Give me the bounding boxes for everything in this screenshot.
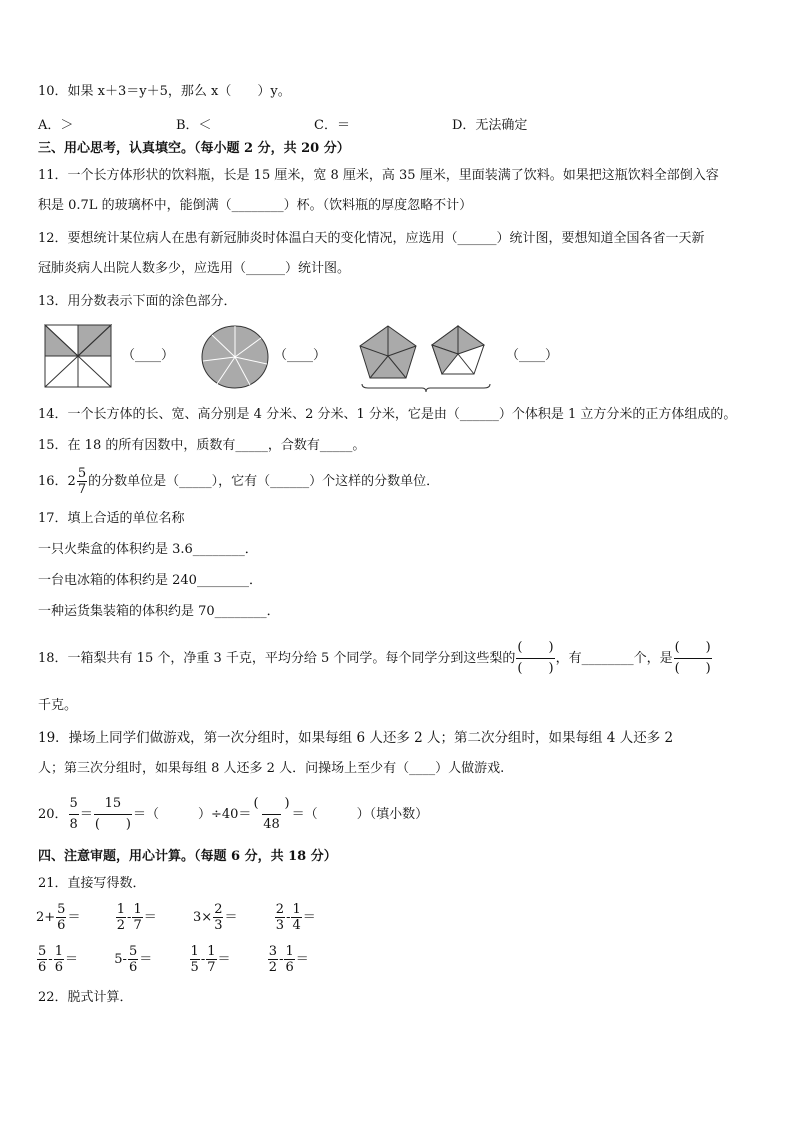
question-15: 15．在 18 的所有因数中，质数有_____，合数有_____。 xyxy=(38,438,366,453)
q20-fraction-1: $\frac{5}{8}$ xyxy=(69,794,79,835)
option-b: B．＜ xyxy=(176,118,212,133)
calc-fraction: $\frac{2}{3}$ xyxy=(214,902,223,933)
question-11-line-2: 积是 0.7L 的玻璃杯中，能倒满（________）杯。（饮料瓶的厚度忽略不计） xyxy=(38,198,473,213)
question-11-line-1: 11．一个长方体形状的饮料瓶，长是 15 厘米，宽 8 厘米，高 35 厘米，里面装满了饮料。如果把这瓶饮料全部倒入容 xyxy=(38,168,719,183)
calc-fraction: $\frac{5}{6}$ xyxy=(128,944,138,975)
q16-rest: 的分数单位是（_____），它有（______）个这样的分数单位． xyxy=(88,474,440,489)
calc-fraction: $\frac{1}{2}$ xyxy=(116,902,126,933)
question-18: 18．一箱梨共有 15 个，净重 3 千克，平均分给 5 个同学。每个同学分到这些梨的 $\frac{( )}{( )}$ ，有________个，是 $\frac{( )}{( )}$ xyxy=(38,638,713,679)
question-22: 22．脱式计算． xyxy=(38,990,133,1005)
calc-fraction: $\frac{1}{7}$ xyxy=(207,944,216,975)
question-12-line-1: 12．要想统计某位病人在患有新冠肺炎时体温白天的变化情况，应选用（______）统计图，要想知道全国各省一天新 xyxy=(38,231,705,246)
section-4-heading: 四、注意审题，用心计算。（每题 6 分，共 18 分） xyxy=(38,849,337,864)
q18-fraction-2: $\frac{( )}{( )}$ xyxy=(674,638,712,679)
calc-fraction: $\frac{1}{5}$ xyxy=(190,944,199,975)
question-13: 13．用分数表示下面的涂色部分． xyxy=(38,294,237,309)
shaded-pentagons-figure xyxy=(356,322,496,394)
calc-fraction: $\frac{3}{2}$ xyxy=(268,944,278,975)
q16-fraction: $\frac{5}{7}$ xyxy=(77,466,87,497)
q17-line-3: 一种运货集装箱的体积约是 70________． xyxy=(38,604,280,619)
q16-prefix: 16． xyxy=(38,474,68,489)
shaded-circle-figure xyxy=(200,324,270,390)
calc-row-1: 2+ $\frac{5}{6}$ ＝ $\frac{1}{2}$ - $\frac{1}{7}$ ＝ 3× $\frac{2}{3}$ ＝ $\frac{2}{3}$ - $\frac{1}{4}$ ＝ xyxy=(36,902,316,933)
question-12-line-2: 冠肺炎病人出院人数多少，应选用（______）统计图。 xyxy=(38,261,351,276)
q16-whole: 2 xyxy=(67,474,76,489)
calc-fraction: $\frac{1}{6}$ xyxy=(54,944,63,975)
q20-fraction-2: $\frac{15}{( )}$ xyxy=(94,794,132,835)
question-19-line-1: 19．操场上同学们做游戏，第一次分组时，如果每组 6 人还多 2 人；第二次分组时，如果每组 4 人还多 2 xyxy=(38,730,674,746)
calc-fraction: $\frac{2}{3}$ xyxy=(275,902,285,933)
question-21: 21．直接写得数． xyxy=(38,876,146,891)
q13-blank-2: （____） xyxy=(274,348,327,363)
q13-blank-1: （____） xyxy=(122,348,175,363)
shaded-square-figure xyxy=(44,324,112,388)
q18-unit: 千克。 xyxy=(38,698,78,713)
question-10: 10．如果 x＋3＝y＋5，那么 x（ ）y。 xyxy=(38,84,291,99)
calc-fraction: $\frac{5}{6}$ xyxy=(38,944,47,975)
q20-fraction-3: $\frac{( )}{48}$ xyxy=(252,794,290,835)
option-a: A．＞ xyxy=(38,118,74,133)
q17-line-1: 一只火柴盒的体积约是 3.6________． xyxy=(38,542,258,557)
question-17: 17．填上合适的单位名称 xyxy=(38,511,185,526)
question-14: 14．一个长方体的长、宽、高分别是 4 分米、2 分米、1 分米，它是由（______）个体积是 1 立方分米的正方体组成的。 xyxy=(38,407,737,422)
q17-line-2: 一台电冰箱的体积约是 240________． xyxy=(38,573,262,588)
calc-row-2: $\frac{5}{6}$ - $\frac{1}{6}$ ＝ 5- $\frac{5}{6}$ ＝ $\frac{1}{5}$ - $\frac{1}{7}$ ＝ $\frac{3}{2}$ - $\frac{1}{6}$ ＝ xyxy=(38,944,309,975)
question-20: 20． $\frac{5}{8}$ ＝ $\frac{15}{( )}$ ＝（ ）÷40＝ $\frac{( )}{48}$ ＝（ ）（填小数） xyxy=(38,794,428,835)
calc-fraction: $\frac{5}{6}$ xyxy=(57,902,66,933)
question-16 xyxy=(38,466,439,497)
option-c: C．＝ xyxy=(314,118,350,133)
q13-blank-3: （____） xyxy=(506,348,559,363)
calc-fraction: $\frac{1}{6}$ xyxy=(285,944,294,975)
calc-fraction: $\frac{1}{4}$ xyxy=(292,902,301,933)
section-3-heading: 三、用心思考，认真填空。（每小题 2 分，共 20 分） xyxy=(38,141,350,156)
q18-fraction-1: $\frac{( )}{( )}$ xyxy=(516,638,554,679)
calc-fraction: $\frac{1}{7}$ xyxy=(133,902,142,933)
option-d: D．无法确定 xyxy=(452,118,528,133)
question-19-line-2: 人；第三次分组时，如果每组 8 人还多 2 人．问操场上至少有（____）人做游戏. xyxy=(38,761,505,776)
